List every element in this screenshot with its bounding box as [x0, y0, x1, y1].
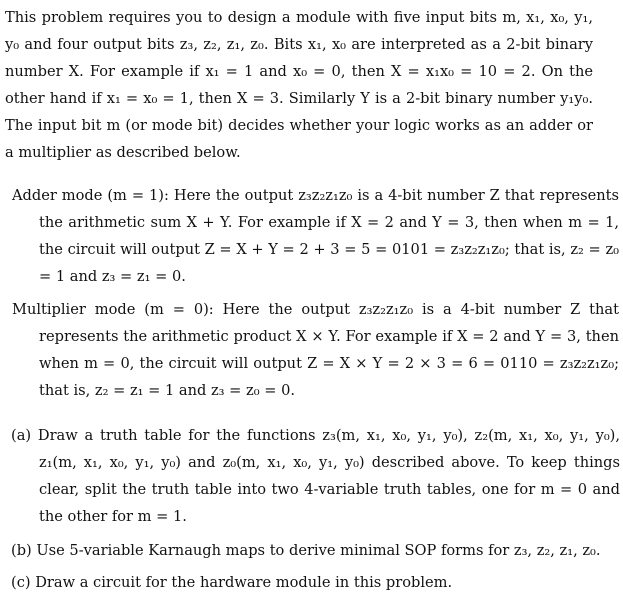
adder-mode-paragraph: Adder mode (m = 1): Here the output z₃z₂z₁z₀ is a 4-bit number Z that represents the arithmetic sum X + Y. For example if X = 2 and Y = 3, then when m = 1, the circuit will output Z = X + Y = 2 + 3 = 5 = 0101 = z₃z₂z₁z₀; that is, z₂ = z₀ = 1 and z₃ = z₁ = 0. — [12, 187, 619, 285]
part-c: (c) Draw a circuit for the hardware module in this problem. — [11, 574, 453, 591]
intro-paragraph: This problem requires you to design a module with five input bits m, x₁, x₀, y₁, y₀ and four output bits z₃, z₂, z₁, z₀. Bits x₁, x₀ are interpreted as a 2-bit binary number X. For example if x₁ = 1 and x₀ = 0, then X = x₁x₀ = 10 = 2. On the other hand if x₁ = x₀ = 1, then X = 3. Similarly Y is a 2-bit binary number y₁y₀. The input bit m (or mode bit) decides whether your logic works as an adder or a multiplier as described below. — [5, 9, 593, 161]
part-a: (a) Draw a truth table for the functions z₃(m, x₁, x₀, y₁, y₀), z₂(m, x₁, x₀, y₁, y₀), z₁(m, x₁, x₀, y₁, y₀) and z₀(m, x₁, x₀, y₁, y₀) described above. To keep things clear, split the truth table into two 4-variable truth tables, one for m = 0 and the other for m = 1. — [11, 427, 620, 525]
part-b: (b) Use 5-variable Karnaugh maps to derive minimal SOP forms for z₃, z₂, z₁, z₀. — [11, 542, 601, 559]
multiplier-mode-paragraph: Multiplier mode (m = 0): Here the output z₃z₂z₁z₀ is a 4-bit number Z that represents the arithmetic product X × Y. For example if X = 2 and Y = 3, then when m = 0, the circuit will output Z = X × Y = 2 × 3 = 6 = 0110 = z₃z₂z₁z₀; that is, z₂ = z₁ = 1 and z₃ = z₀ = 0. — [12, 301, 619, 399]
